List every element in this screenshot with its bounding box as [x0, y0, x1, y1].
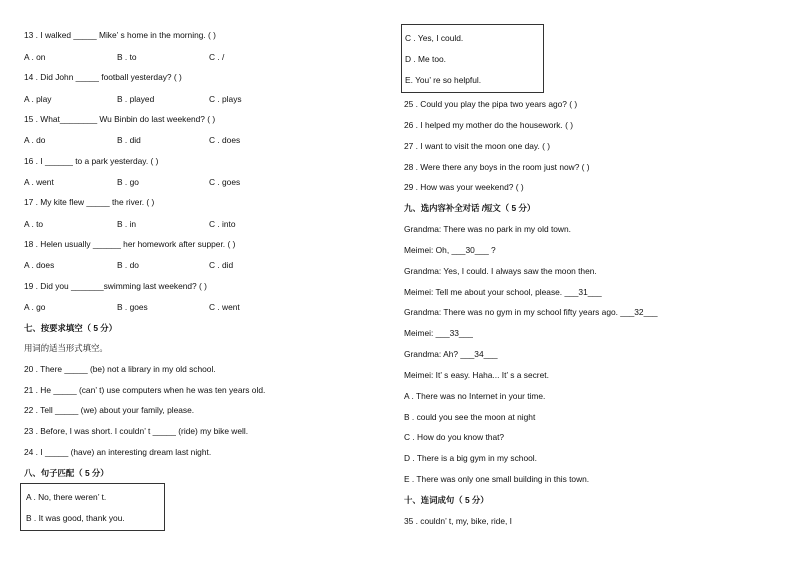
option-c: C . /: [209, 52, 225, 62]
dialogue-line: Meimei: It’ s easy. Haha... It’ s a secret.: [404, 370, 549, 380]
option-c: C . did: [209, 260, 234, 270]
fill-item-22: 22 . Tell _____ (we) about your family, please.: [24, 405, 195, 415]
option-c: C . does: [209, 135, 241, 145]
option-a: A . to: [24, 219, 44, 229]
section-8-title: 八、句子匹配（ 5 分）: [24, 468, 109, 478]
dialogue-line: Grandma: Yes, I could. I always saw the moon then.: [404, 266, 597, 276]
question-stem: 18 . Helen usually ______ her homework after supper. ( ): [24, 239, 236, 249]
option-a: A . play: [24, 94, 52, 104]
option-b: B . did: [117, 135, 141, 145]
option-b: B . do: [117, 260, 139, 270]
option-a: A . go: [24, 302, 46, 312]
dialogue-line: Meimei: Oh, ___30___ ?: [404, 245, 496, 255]
match-item-29: 29 . How was your weekend? ( ): [404, 182, 524, 192]
dialogue-line: Grandma: Ah? ___34___: [404, 349, 498, 359]
match-options-box-right: [401, 24, 544, 93]
fill-item-20: 20 . There _____ (be) not a library in my old school.: [24, 364, 216, 374]
match-option-d: D . Me too.: [405, 54, 446, 64]
fill-item-21: 21 . He _____ (can’ t) use computers when he was ten years old.: [24, 385, 266, 395]
dialogue-option-c: C . How do you know that?: [404, 432, 505, 442]
option-a: A . went: [24, 177, 54, 187]
section-9-title: 九、选内容补全对话 /短文（ 5 分）: [404, 203, 536, 213]
option-b: B . goes: [117, 302, 148, 312]
dialogue-option-e: E . There was only one small building in this town.: [404, 474, 590, 484]
fill-item-24: 24 . I _____ (have) an interesting dream last night.: [24, 447, 212, 457]
option-c: C . into: [209, 219, 236, 229]
section-10-title: 十、连词成句（ 5 分）: [404, 495, 489, 505]
match-option-e: E. You’ re so helpful.: [405, 75, 482, 85]
option-a: A . do: [24, 135, 46, 145]
option-b: B . to: [117, 52, 137, 62]
option-c: C . went: [209, 302, 240, 312]
option-a: A . on: [24, 52, 46, 62]
dialogue-line: Grandma: There was no park in my old town.: [404, 224, 571, 234]
dialogue-option-b: B . could you see the moon at night: [404, 412, 536, 422]
option-b: B . played: [117, 94, 155, 104]
question-stem: 14 . Did John _____ football yesterday? ( ): [24, 72, 182, 82]
option-c: C . plays: [209, 94, 242, 104]
match-item-27: 27 . I want to visit the moon one day. ( ): [404, 141, 551, 151]
match-item-25: 25 . Could you play the pipa two years ago? ( ): [404, 99, 578, 109]
dialogue-line: Grandma: There was no gym in my school fifty years ago. ___32___: [404, 307, 658, 317]
question-stem: 15 . What________ Wu Binbin do last weekend? ( ): [24, 114, 216, 124]
option-a: A . does: [24, 260, 55, 270]
dialogue-option-a: A . There was no Internet in your time.: [404, 391, 546, 401]
option-b: B . in: [117, 219, 137, 229]
match-item-28: 28 . Were there any boys in the room just now? ( ): [404, 162, 590, 172]
fill-item-23: 23 . Before, I was short. I couldn’ t _____ (ride) my bike well.: [24, 426, 249, 436]
question-stem: 16 . I ______ to a park yesterday. ( ): [24, 156, 159, 166]
match-option-a: A . No, there weren’ t.: [26, 492, 107, 502]
question-stem: 17 . My kite flew _____ the river. ( ): [24, 197, 155, 207]
section-7-title: 七、按要求填空（ 5 分）: [24, 323, 118, 333]
match-option-b: B . It was good, thank you.: [26, 513, 125, 523]
question-35: 35 . couldn’ t, my, bike, ride, I: [404, 516, 512, 526]
dialogue-line: Meimei: ___33___: [404, 328, 473, 338]
dialogue-line: Meimei: Tell me about your school, please. ___31___: [404, 287, 602, 297]
section-7-instruction: 用词的适当形式填空。: [24, 343, 108, 353]
option-b: B . go: [117, 177, 139, 187]
match-options-box-left: [20, 483, 165, 531]
option-c: C . goes: [209, 177, 241, 187]
dialogue-option-d: D . There is a big gym in my school.: [404, 453, 537, 463]
match-item-26: 26 . I helped my mother do the housework. ( ): [404, 120, 573, 130]
question-stem: 13 . I walked _____ Mike’ s home in the morning. ( ): [24, 30, 216, 40]
match-option-c: C . Yes, I could.: [405, 33, 464, 43]
question-stem: 19 . Did you _______swimming last weekend? ( ): [24, 281, 207, 291]
